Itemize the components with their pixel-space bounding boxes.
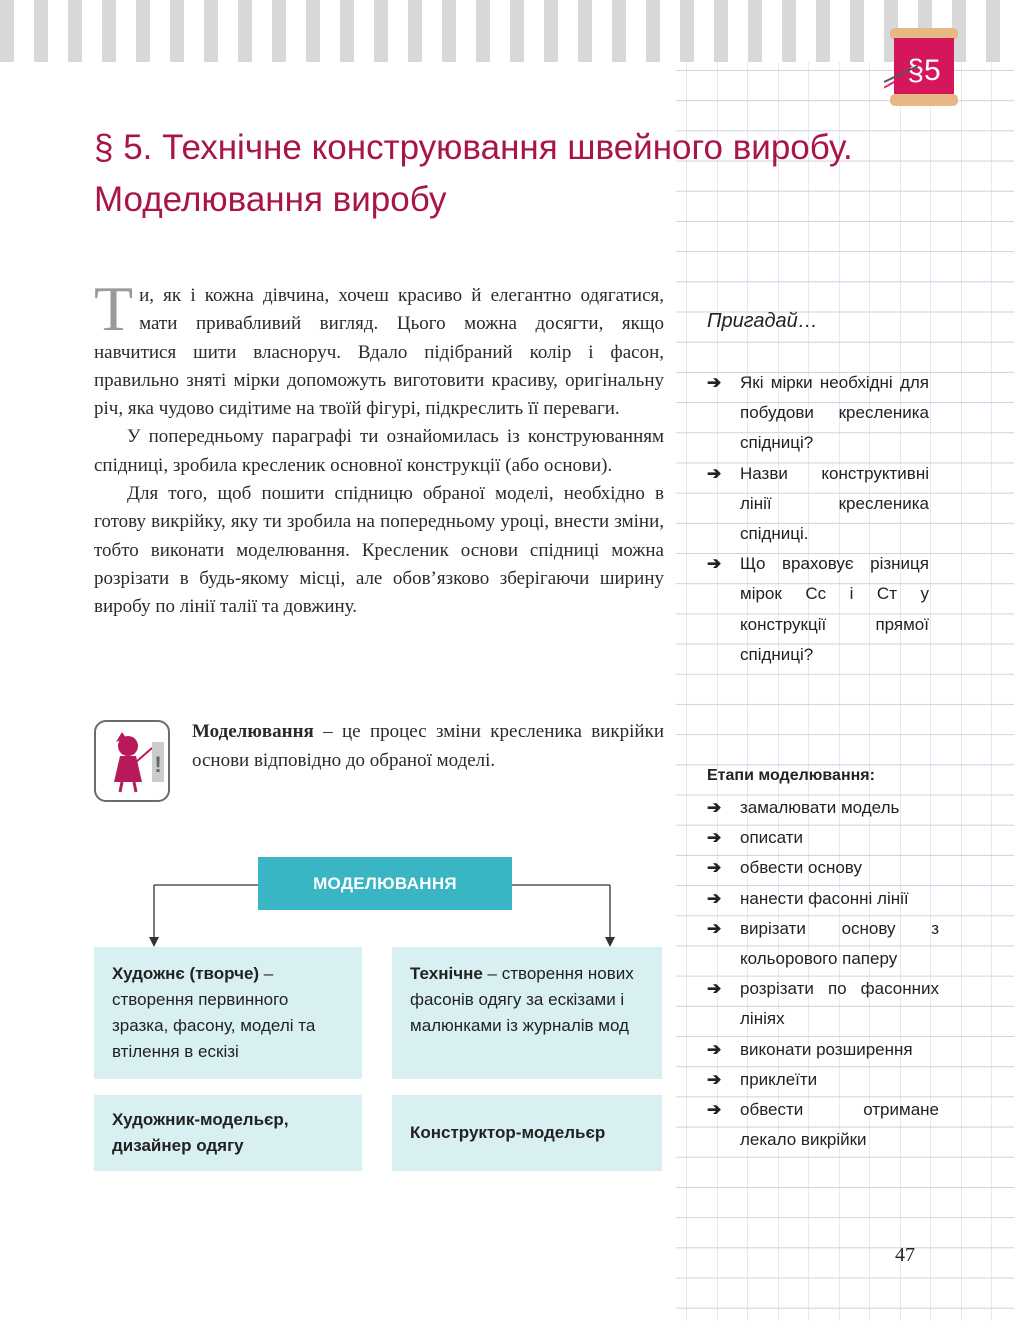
list-item: ➔ Назви конструктивні лінії кресленика спідниці. xyxy=(707,459,929,550)
thread-spool-badge xyxy=(884,22,964,110)
list-item: ➔ замалювати модель xyxy=(707,793,939,823)
arrow-icon: ➔ xyxy=(707,828,722,848)
recall-heading: Пригадай… xyxy=(707,310,818,332)
page-number: 47 xyxy=(895,1244,915,1266)
svg-text:!: ! xyxy=(154,752,162,777)
technical-modeling-box xyxy=(392,947,662,1079)
arrow-icon: ➔ xyxy=(707,858,722,878)
modeling-stages xyxy=(707,793,939,1155)
page-title: § 5. Технічне конструювання швейного виробу. Моделювання виробу xyxy=(94,128,853,219)
intro-text xyxy=(94,273,664,622)
intro-paragraph-1: и, як і кожна дівчина, хочеш красиво й елегантно одягатися, мати привабливий вигляд. Цього можна досягти, якщо навчитися шити власноруч. Вдало підібраний колір і фасон, правильно зняті мірки допоможуть виготовити красиву, оригінальну річ, яка чудово сидітиме на твоїй фігурі, підкреслить її переваги. xyxy=(94,285,664,420)
technical-role-box: Конструктор-модельєр xyxy=(392,1095,662,1171)
badge-label: §5 xyxy=(907,54,941,87)
arrow-icon: ➔ xyxy=(707,1100,722,1120)
stages-heading: Етапи моделювання: xyxy=(707,767,875,784)
artistic-desc: – створення первинного зразка, фасону, моделі та втілення в ескізі xyxy=(112,964,316,1061)
list-item: ➔ Що враховує різниця мірок Сс і Ст у конструкції прямої спідниці? xyxy=(707,549,929,670)
artistic-modeling-box xyxy=(94,947,362,1079)
list-item: ➔ описати xyxy=(707,823,939,853)
arrow-icon: ➔ xyxy=(707,979,722,999)
arrow-icon: ➔ xyxy=(707,1069,722,1089)
modeling-diagram xyxy=(94,857,664,1177)
recall-questions xyxy=(707,368,929,670)
arrow-icon: ➔ xyxy=(707,373,722,392)
list-item: ➔ виконати розширення xyxy=(707,1035,939,1065)
definition-body: – це процес зміни кресленика викрійки основи відповідно до обраної моделі. xyxy=(192,721,664,771)
technical-term: Технічне xyxy=(410,964,483,983)
list-item: ➔ нанести фасонні лінії xyxy=(707,884,939,914)
intro-paragraph-3: Для того, щоб пошити спідницю обраної моделі, необхідно в готову викрійку, яку ти зробила на попередньому уроці, внести зміни, тобто виконати моделювання. Кресленик основи спідниці можна розрізати в будь-якому місці, але обов’язково зберігаючи ширину виробу по лінії талії та довжину. xyxy=(94,483,664,618)
definition-term: Моделювання xyxy=(192,721,314,742)
definition-text xyxy=(192,718,664,775)
top-stripe-border xyxy=(0,0,1014,62)
arrow-icon: ➔ xyxy=(707,463,722,483)
drop-cap: Т xyxy=(94,273,134,344)
diagram-header: МОДЕЛЮВАННЯ xyxy=(258,857,512,910)
list-item: ➔ обвести основу xyxy=(707,853,939,883)
list-item: ➔ обвести отримане лекало викрійки xyxy=(707,1095,939,1155)
list-item: ➔ Які мірки необхідні для побудови кресленика спідниці? xyxy=(707,368,929,459)
arrow-icon: ➔ xyxy=(707,1039,722,1059)
artistic-role-box: Художник-модельєр, дизайнер одягу xyxy=(94,1095,362,1171)
list-item: ➔ вирізати основу з кольорового паперу xyxy=(707,914,939,974)
arrow-icon: ➔ xyxy=(707,554,722,574)
arrow-icon: ➔ xyxy=(707,798,722,817)
technical-desc: – створення нових фасонів одягу за ескізами і малюнками із журналів мод xyxy=(410,964,634,1035)
list-item: ➔ приклеїти xyxy=(707,1065,939,1095)
definition-icon xyxy=(94,720,170,802)
list-item: ➔ розрізати по фасонних лініях xyxy=(707,974,939,1034)
intro-paragraph-2: У попередньому параграфі ти ознайомилась із конструюванням спідниці, зробила кресленик основної конструкції (або основи). xyxy=(94,426,664,476)
arrow-icon: ➔ xyxy=(707,888,722,908)
arrow-icon: ➔ xyxy=(707,918,722,938)
artistic-term: Художнє (творче) xyxy=(112,964,260,983)
